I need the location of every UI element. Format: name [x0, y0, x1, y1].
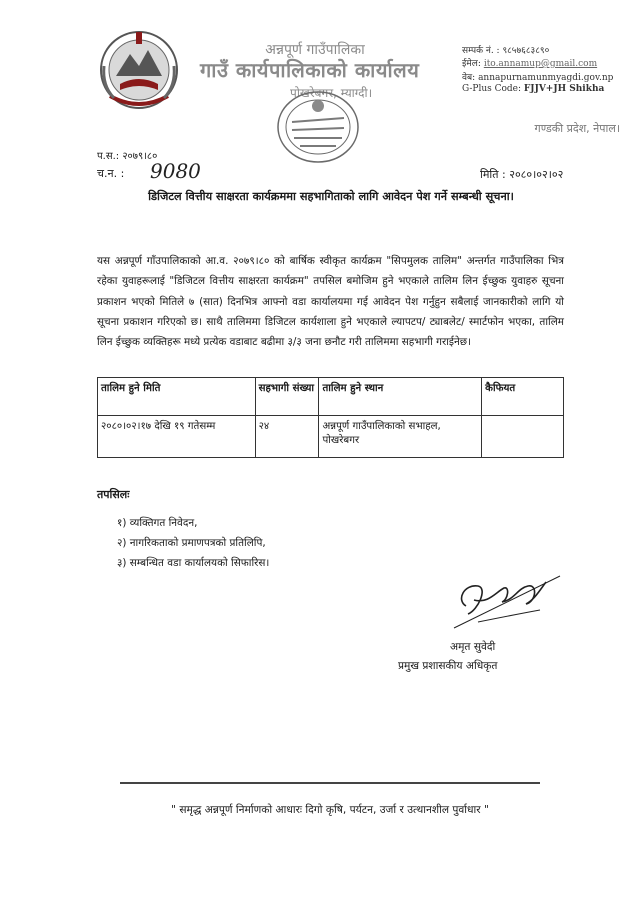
contact-phone: सम्पर्क नं. : ९८५७६८३८९० — [462, 46, 550, 56]
signer-name: अमृत सुवेदी — [450, 641, 496, 653]
contact-gplus — [462, 84, 604, 94]
cell-training-venue: अन्नपूर्ण गाउँपालिकाको सभाहल, पोखरेबगर — [319, 416, 482, 458]
web-link[interactable]: annapurnamunmyagdi.gov.np — [478, 73, 614, 83]
table-header-row — [98, 378, 564, 416]
gplus-code: FJJV+JH Shikha — [523, 84, 605, 94]
header-training-venue: तालिम हुने स्थान — [319, 378, 482, 416]
province: गण्डकी प्रदेश, नेपाल। — [534, 122, 620, 135]
cell-participant-count: २४ — [255, 416, 319, 458]
gplus-label: G-Plus Code: — [462, 84, 522, 94]
attachment-item: ३) सम्बन्धित वडा कार्यालयको सिफारिस। — [117, 557, 270, 569]
attachment-item: १) व्यक्तिगत निवेदन, — [117, 517, 198, 529]
table-row — [98, 416, 564, 458]
header-training-date: तालिम हुने मिति — [98, 378, 256, 416]
footer-divider — [120, 782, 540, 784]
notice-body: यस अन्नपूर्ण गाँउपालिकाको आ.व. २०७९।८० को बार्षिक स्वीकृत कार्यक्रम "सिपमुलक तालिम" अन्तर्गत गाउँपालिका भित्र रहेका युवाहरूलाई "डिजिटल वित्तीय साक्षरता कार्यक्रम" तपसिल बमोजिम हुने भएकाले तालिम लिन ईच्छुक युवाहरु सूचना प्रकाशन भएको मितिले ७ (सात) दिनभित्र आफ्नो वडा कार्यालयमा गई आवेदन पेश गर्नुहुन सबैलाई जानकारीको लागि यो सूचना प्रकाशन गरिएको छ। साथै तालिममा डिजिटल कार्यशाला हुने भएकाले ल्यापटप/ ट्याबलेट/ स्मार्टफोन भएका, तालिम लिन ईच्छुक व्यक्तिहरू मध्ये प्रत्येक वडाबाट बढीमा ३/३ जना छनौट गरी तालिममा सहभागी गराईनेछ। — [97, 255, 564, 349]
header-remarks: कैफियत — [482, 378, 564, 416]
office-place: पोखरेबगर, म्याग्दी। — [290, 86, 373, 100]
web-label: वेब: — [462, 73, 476, 83]
notice-subject: डिजिटल वित्तीय साक्षरता कार्यक्रममा सहभागिताको लागि आवेदन पेश गर्ने सम्बन्धी सूचना। — [148, 190, 514, 203]
official-seal-stamp — [272, 88, 364, 166]
dispatch-number-label: च.न. : — [97, 167, 125, 180]
email-link[interactable]: ito.annamup@gmail.com — [483, 59, 598, 69]
footer-motto: " समृद्ध अन्नपूर्ण निर्माणको आधारः दिगो कृषि, पर्यटन, उर्जा र उत्थानशील पुर्वाधार " — [171, 804, 489, 816]
cell-training-date: २०८०।०२।१७ देखि १९ गतेसम्म — [98, 416, 256, 458]
reference-number: प.स.: २०७९।८० — [97, 151, 158, 162]
contact-email — [462, 56, 597, 69]
attachments-heading: तपसिलः — [97, 488, 130, 501]
training-schedule-table — [97, 377, 564, 458]
email-label: ईमेल: — [462, 59, 481, 69]
attachment-item: २) नागरिकताको प्रमाणपत्रको प्रतिलिपि, — [117, 537, 266, 549]
contact-web — [462, 70, 613, 83]
dispatch-number-handwritten: 9080 — [150, 159, 201, 183]
nepal-emblem-icon — [96, 26, 182, 112]
header-participant-count: सहभागी संख्या — [255, 378, 319, 416]
office-name: अन्नपूर्ण गाउँपालिका — [265, 42, 365, 58]
handwritten-signature — [448, 570, 568, 636]
signer-title: प्रमुख प्रशासकीय अधिकृत — [398, 660, 498, 672]
cell-remarks — [482, 416, 564, 458]
letter-date: मिति : २०८०।०२।०२ — [480, 168, 564, 181]
office-title: गाउँ कार्यपालिकाको कार्यालय — [200, 58, 420, 82]
